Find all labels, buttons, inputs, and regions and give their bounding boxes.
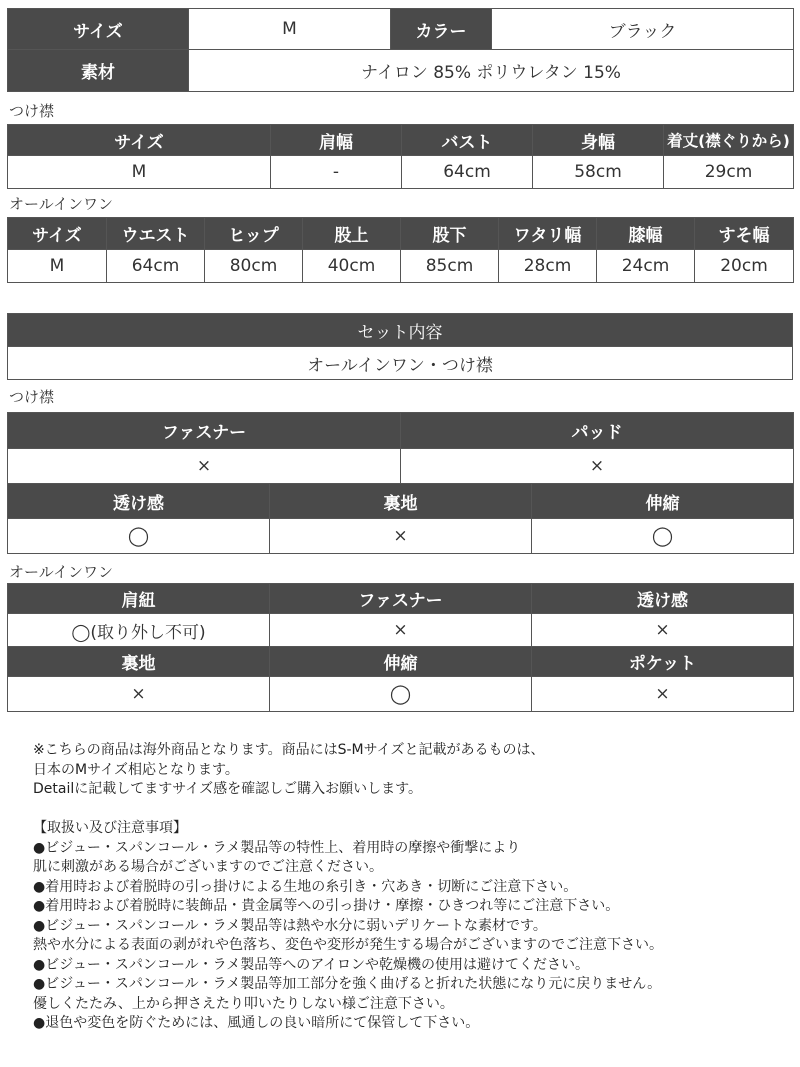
color-value: ブラック (492, 9, 794, 50)
allinone-feature-header-strap: 肩紐 (8, 584, 270, 614)
allinone-header-rise: 股上 (303, 218, 401, 250)
caution-line: ●ビジュー・スパンコール・ラメ製品等は熱や水分に弱いデリケートな素材です。 (33, 917, 547, 934)
note-line: ※こちらの商品は海外商品となります。商品にはS-Mサイズと記載があるものは、 (33, 742, 545, 758)
collar-feature-value-stretch: ◯ (532, 519, 794, 554)
collar-value-size: M (8, 156, 271, 189)
allinone-value-hip: 80cm (205, 250, 303, 283)
collar-features-table-a (7, 412, 794, 484)
allinone-size-section-label: オールインワン (9, 195, 113, 213)
collar-size-table (7, 124, 794, 189)
allinone-feature-value-zipper: × (270, 614, 532, 647)
allinone-size-table (7, 217, 794, 283)
collar-value-bust: 64cm (402, 156, 533, 189)
note-line: 日本のMサイズ相応となります。 (33, 761, 239, 778)
material-value: ナイロン 85% ポリウレタン 15% (189, 50, 794, 92)
collar-feature-header-lining: 裏地 (270, 484, 532, 519)
collar-size-section-label: つけ襟 (9, 102, 55, 120)
allinone-feature-value-lining: × (8, 677, 270, 712)
collar-header-size: サイズ (8, 125, 271, 156)
allinone-feature-header-sheer: 透け感 (532, 584, 794, 614)
caution-line: ●着用時および着脱時の引っ掛けによる生地の糸引き・穴あき・切断にご注意下さい。 (33, 878, 578, 895)
allinone-feature-header-lining: 裏地 (8, 647, 270, 677)
collar-feature-value-pad: × (401, 449, 794, 484)
allinone-header-hip: ヒップ (205, 218, 303, 250)
size-label: サイズ (8, 9, 189, 50)
allinone-feature-header-zipper: ファスナー (270, 584, 532, 614)
material-label: 素材 (8, 50, 189, 92)
allinone-features-section-label: オールインワン (9, 563, 113, 581)
allinone-value-rise: 40cm (303, 250, 401, 283)
collar-header-length: 着丈(襟ぐりから) (664, 125, 794, 156)
basic-info-table (7, 8, 794, 92)
allinone-value-waist: 64cm (107, 250, 205, 283)
collar-feature-header-sheer: 透け感 (8, 484, 270, 519)
allinone-value-knee: 24cm (597, 250, 695, 283)
collar-feature-value-lining: × (270, 519, 532, 554)
allinone-value-size: M (8, 250, 107, 283)
collar-feature-header-pad: パッド (401, 413, 794, 449)
caution-line: ●退色や変色を防ぐためには、風通しの良い暗所にて保管して下さい。 (33, 1015, 480, 1031)
caution-line: ●ビジュー・スパンコール・ラメ製品等へのアイロンや乾燥機の使用は避けてください。 (33, 956, 589, 973)
allinone-value-thigh: 28cm (499, 250, 597, 283)
allinone-header-knee: 膝幅 (597, 218, 695, 250)
product-notes (33, 741, 663, 1034)
allinone-features-table (7, 583, 794, 712)
allinone-header-size: サイズ (8, 218, 107, 250)
collar-header-width: 身幅 (533, 125, 664, 156)
allinone-value-inseam: 85cm (401, 250, 499, 283)
collar-features-section-label: つけ襟 (9, 388, 55, 406)
allinone-feature-header-stretch: 伸縮 (270, 647, 532, 677)
collar-feature-header-stretch: 伸縮 (532, 484, 794, 519)
collar-feature-value-zipper: × (8, 449, 401, 484)
collar-value-shoulder: - (271, 156, 402, 189)
caution-line: 肌に刺激がある場合がございますのでご注意ください。 (33, 859, 383, 875)
allinone-header-inseam: 股下 (401, 218, 499, 250)
collar-value-length: 29cm (664, 156, 794, 189)
set-contents-value: オールインワン・つけ襟 (8, 347, 793, 380)
allinone-feature-header-pocket: ポケット (532, 647, 794, 677)
allinone-feature-value-strap: ◯(取り外し不可) (8, 614, 270, 647)
set-contents-table (7, 313, 793, 380)
collar-value-width: 58cm (533, 156, 664, 189)
allinone-value-hem: 20cm (695, 250, 794, 283)
allinone-feature-value-pocket: × (532, 677, 794, 712)
collar-features-table-b (7, 483, 794, 554)
note-line: Detailに記載してますサイズ感を確認しご購入お願いします。 (33, 781, 422, 797)
color-label: カラー (391, 9, 492, 50)
collar-feature-header-zipper: ファスナー (8, 413, 401, 449)
allinone-header-hem: すそ幅 (695, 218, 794, 250)
collar-feature-value-sheer: ◯ (8, 519, 270, 554)
caution-heading: 【取扱い及び注意事項】 (33, 820, 187, 836)
set-contents-header: セット内容 (8, 314, 793, 347)
caution-line: ●ビジュー・スパンコール・ラメ製品等の特性上、着用時の摩擦や衝撃により (33, 839, 521, 856)
collar-header-bust: バスト (402, 125, 533, 156)
allinone-header-waist: ウエスト (107, 218, 205, 250)
caution-line: ●ビジュー・スパンコール・ラメ製品等加工部分を強く曲げると折れた状態になり元に戻りません。 (33, 976, 662, 992)
allinone-header-thigh: ワタリ幅 (499, 218, 597, 250)
size-value: M (189, 9, 391, 50)
collar-header-shoulder: 肩幅 (271, 125, 402, 156)
caution-line: ●着用時および着脱時に装飾品・貴金属等への引っ掛け・摩擦・ひきつれ等にご注意下さい。 (33, 898, 620, 914)
allinone-feature-value-sheer: × (532, 614, 794, 647)
caution-line: 熱や水分による表面の剥がれや色落ち、変色や変形が発生する場合がございますのでご注意下さい。 (33, 937, 663, 953)
caution-line: 優しくたたみ、上から押さえたり叩いたりしない様ご注意下さい。 (33, 995, 454, 1012)
allinone-feature-value-stretch: ◯ (270, 677, 532, 712)
